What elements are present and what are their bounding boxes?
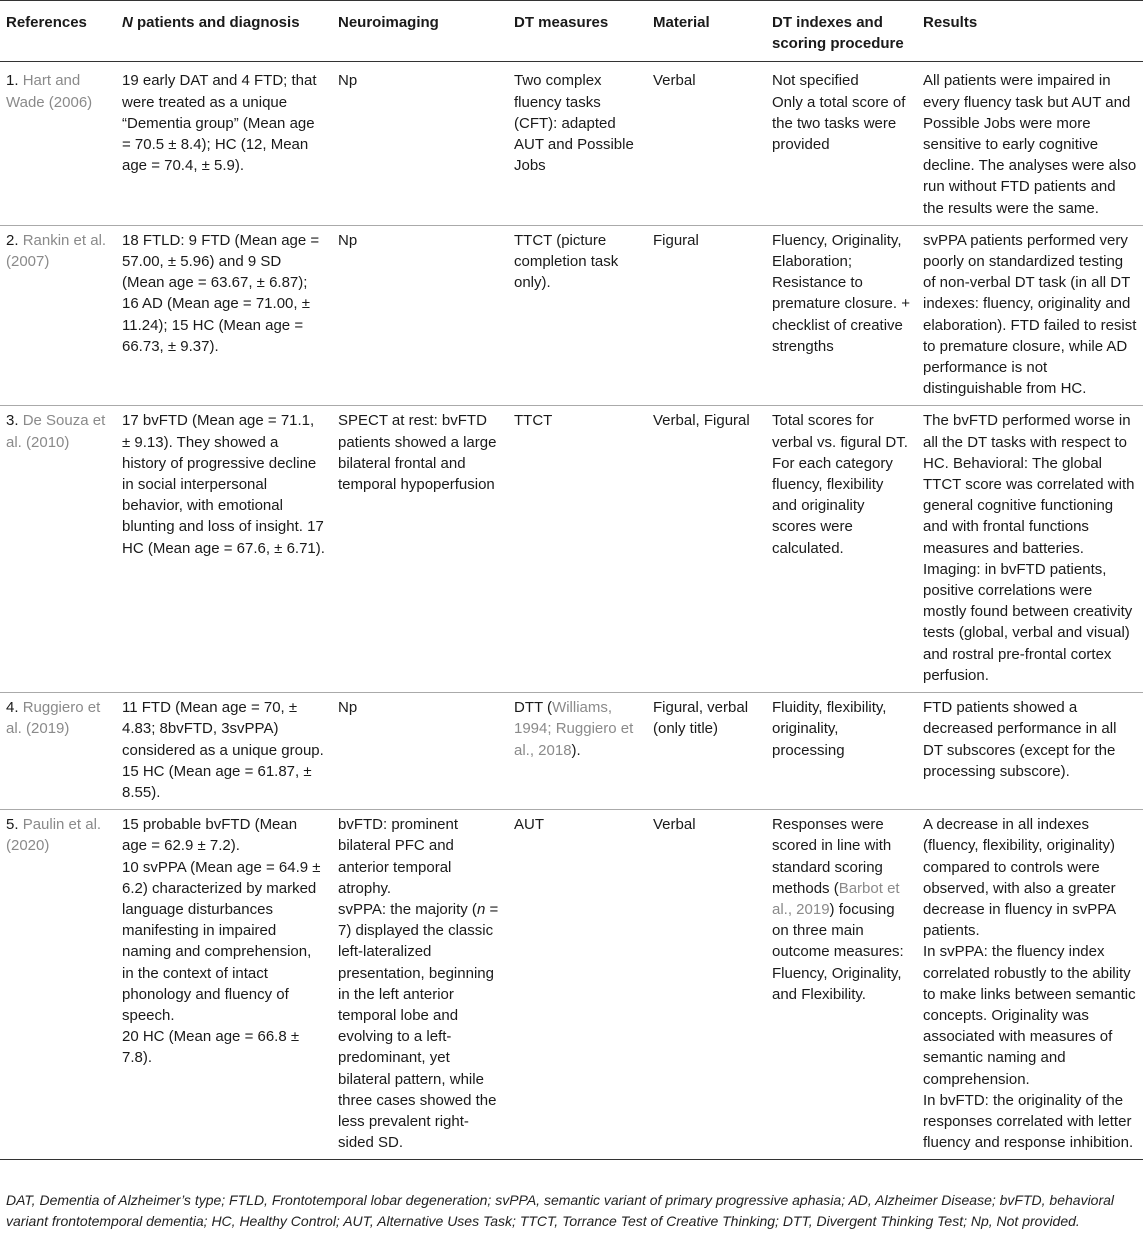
results-cell: The bvFTD performed worse in all the DT tasks with respect to HC. Behavioral: The global TTCT score was correlated with general cognitive functioning and with frontal functions measures and batteries. Imaging: in bvFTD patients, positive correlations were mostly found between creativity tests (global, verbal and visual) and rostral pre-frontal cortex perfusion. bbox=[917, 406, 1143, 693]
neuroimaging-cell: Np bbox=[332, 62, 508, 225]
dt-indexes-cell: Fluidity, flexibility, originality, processing bbox=[766, 693, 917, 810]
reference-cell: 3. De Souza et al. (2010) bbox=[0, 406, 116, 693]
table-footnote: DAT, Dementia of Alzheimer’s type; FTLD, Frontotemporal lobar degeneration; svPPA, semantic variant of primary progressive aphasia; AD, Alzheimer Disease; bvFTD, behavioral variant frontotemporal dementia; HC, Healthy Control; AUT, Alternative Uses Task; TTCT, Torrance Test of Creative Thinking; DTT, Divergent Thinking Test; Np, Not provided. bbox=[6, 1192, 1115, 1229]
header-patients: N patients and diagnosis bbox=[116, 1, 332, 62]
header-neuroimaging: Neuroimaging bbox=[332, 1, 508, 62]
dt-measures-cell: TTCT bbox=[508, 406, 647, 693]
neuroimaging-cell: SPECT at rest: bvFTD patients showed a large bilateral frontal and temporal hypoperfusion bbox=[332, 406, 508, 693]
results-cell: All patients were impaired in every fluency task but AUT and Possible Jobs were more sensitive to early cognitive decline. The analyses were also run without FTD patients and the results were the same. bbox=[917, 62, 1143, 225]
header-dt-indexes: DT indexes and scoring procedure bbox=[766, 1, 917, 62]
dt-measures-cell: DTT (Williams, 1994; Ruggiero et al., 2018). bbox=[508, 693, 647, 810]
dt-measures-cell: Two complex fluency tasks (CFT): adapted AUT and Possible Jobs bbox=[508, 62, 647, 225]
results-cell: svPPA patients performed very poorly on standardized testing of non-verbal DT task (in all DT indexes: fluency, originality and elaboration). FTD failed to resist to premature closure, while AD performance is not distinguishable from HC. bbox=[917, 225, 1143, 406]
material-cell: Verbal, Figural bbox=[647, 406, 766, 693]
header-results: Results bbox=[917, 1, 1143, 62]
reference-cell: 5. Paulin et al. (2020) bbox=[0, 810, 116, 1160]
material-cell: Verbal bbox=[647, 810, 766, 1160]
dt-indexes-cell: Responses were scored in line with standard scoring methods (Barbot et al., 2019) focusing on three main outcome measures: Fluency, Originality, and Flexibility. bbox=[766, 810, 917, 1160]
header-dt-measures: DT measures bbox=[508, 1, 647, 62]
citation-link[interactable]: Hart and Wade (2006) bbox=[6, 72, 93, 111]
patients-cell: 19 early DAT and 4 FTD; that were treated as a unique “Dementia group” (Mean age = 70.5 ± 8.4); HC (12, Mean age = 70.4, ± 5.9). bbox=[116, 62, 332, 225]
table-row bbox=[0, 225, 1143, 406]
reference-cell: 4. Ruggiero et al. (2019) bbox=[0, 693, 116, 810]
material-cell: Verbal bbox=[647, 62, 766, 225]
patients-cell: 17 bvFTD (Mean age = 71.1, ± 9.13). They showed a history of progressive decline in social interpersonal behavior, with emotional blunting and loss of insight. 17 HC (Mean age = 67.6, ± 6.71). bbox=[116, 406, 332, 693]
citation-link[interactable]: Williams, 1994; Ruggiero et al., 2018 bbox=[514, 699, 634, 759]
header-row bbox=[0, 1, 1143, 62]
citation-link[interactable]: Paulin et al. (2020) bbox=[6, 816, 102, 855]
patients-cell: 15 probable bvFTD (Mean age = 62.9 ± 7.2). 10 svPPA (Mean age = 64.9 ± 6.2) characterized by marked language disturbances manifesting in impaired naming and comprehension, in the context of intact phonology and fluency of speech. 20 HC (Mean age = 66.8 ± 7.8). bbox=[116, 810, 332, 1160]
dt-measures-cell: TTCT (picture completion task only). bbox=[508, 225, 647, 406]
patients-cell: 11 FTD (Mean age = 70, ± 4.83; 8bvFTD, 3svPPA) considered as a unique group. 15 HC (Mean age = 61.87, ± 8.55). bbox=[116, 693, 332, 810]
header-material: Material bbox=[647, 1, 766, 62]
table-row bbox=[0, 810, 1143, 1160]
patients-cell: 18 FTLD: 9 FTD (Mean age = 57.00, ± 5.96) and 9 SD (Mean age = 63.67, ± 6.87); 16 AD (Mean age = 71.00, ± 11.24); 15 HC (Mean age = 66.73, ± 9.37). bbox=[116, 225, 332, 406]
dt-measures-cell: AUT bbox=[508, 810, 647, 1160]
material-cell: Figural bbox=[647, 225, 766, 406]
dt-indexes-cell: Total scores for verbal vs. figural DT. For each category fluency, flexibility and originality scores were calculated. bbox=[766, 406, 917, 693]
neuroimaging-cell: Np bbox=[332, 225, 508, 406]
header-references: References bbox=[0, 1, 116, 62]
results-cell: A decrease in all indexes (fluency, flexibility, originality) compared to controls were observed, with also a greater decrease in fluency in svPPA patients. In svPPA: the fluency index correlated robustly to the ability to make links between semantic concepts. Originality was associated with measures of semantic naming and comprehension. In bvFTD: the originality of the responses correlated with letter fluency and response inhibition. bbox=[917, 810, 1143, 1160]
citation-link[interactable]: De Souza et al. (2010) bbox=[6, 412, 106, 451]
table-row bbox=[0, 693, 1143, 810]
citation-link[interactable]: Ruggiero et al. (2019) bbox=[6, 699, 101, 738]
citation-link[interactable]: Barbot et al., 2019 bbox=[772, 879, 900, 918]
reference-cell: 2. Rankin et al. (2007) bbox=[0, 225, 116, 406]
citation-link[interactable]: Rankin et al. (2007) bbox=[6, 231, 107, 271]
table-row bbox=[0, 406, 1143, 693]
reference-cell: 1. Hart and Wade (2006) bbox=[0, 62, 116, 225]
material-cell: Figural, verbal (only title) bbox=[647, 693, 766, 810]
table-row bbox=[0, 62, 1143, 225]
dt-indexes-cell: Fluency, Originality, Elaboration; Resistance to premature closure. + checklist of creative strengths bbox=[766, 225, 917, 406]
neuroimaging-cell: bvFTD: prominent bilateral PFC and anterior temporal atrophy. svPPA: the majority (n = 7) displayed the classic left-lateralized presentation, beginning in the left anterior temporal lobe and evolving to a left-predominant, yet bilateral pattern, while three cases showed the less prevalent right-sided SD. bbox=[332, 810, 508, 1160]
neuroimaging-cell: Np bbox=[332, 693, 508, 810]
results-cell: FTD patients showed a decreased performance in all DT subscores (except for the processing subscore). bbox=[917, 693, 1143, 810]
dt-indexes-cell: Not specified Only a total score of the two tasks were provided bbox=[766, 62, 917, 225]
